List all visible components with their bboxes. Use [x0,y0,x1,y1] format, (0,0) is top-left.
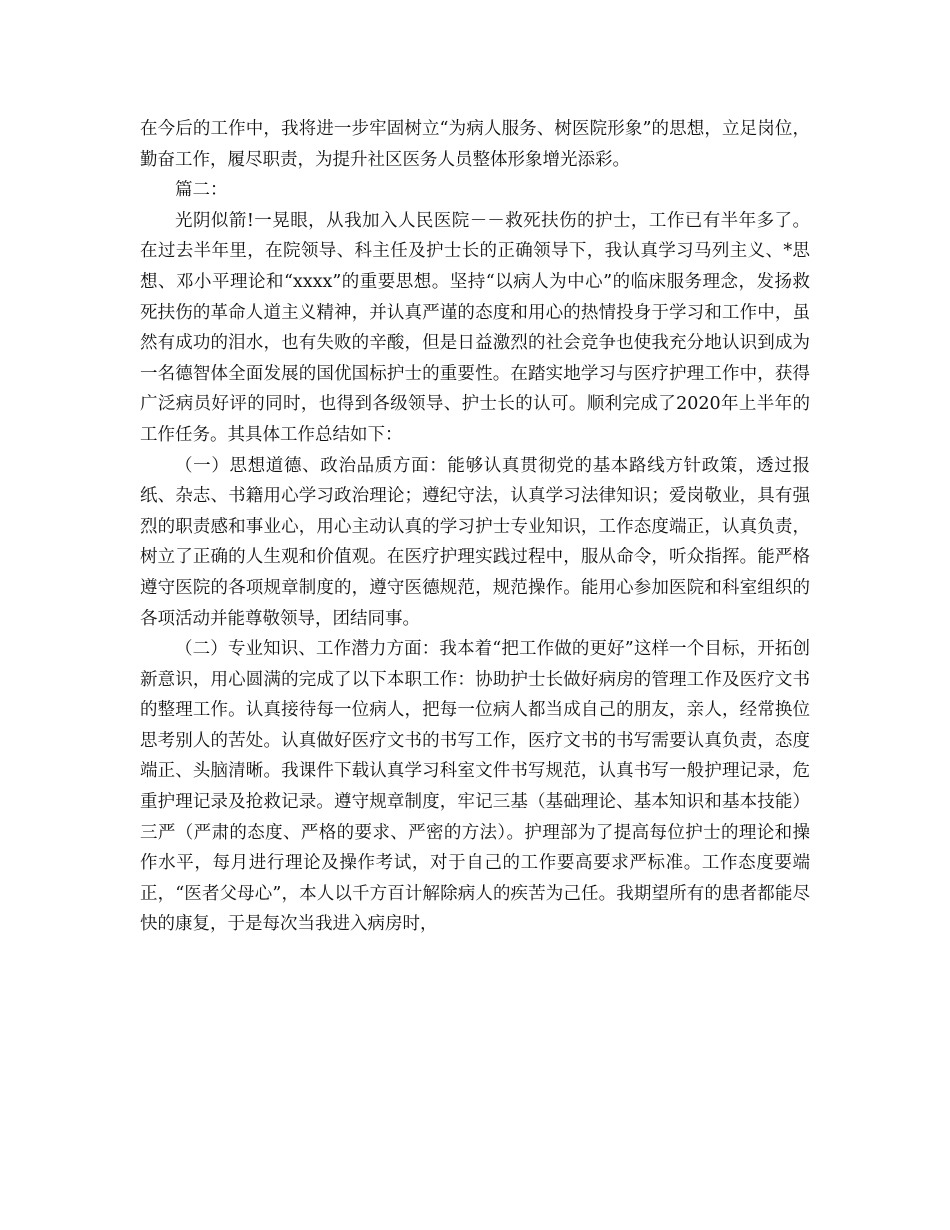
section-heading-part-two: 篇二： [175,180,228,201]
document-body [140,114,810,940]
paragraph-closing-previous: 在今后的工作中，我将进一步牢固树立“为病人服务、树医院形象”的思想，立足岗位，勤奋工作，履尽职责，为提升社区医务人员整体形象增光添彩。 [140,119,810,170]
paragraph-introduction: 光阴似箭!一晃眼，从我加入人民医院－－救死扶伤的护士，工作已有半年多了。在过去半年里，在院领导、科主任及护士长的正确领导下，我认真学习马列主义、*思想、邓小平理论和“xxxx”的重要思想。坚持“以病人为中心”的临床服务理念，发扬救死扶伤的革命人道主义精神，并认真严谨的态度和用心的热情投身于学习和工作中，虽然有成功的泪水，也有失败的辛酸，但是日益激烈的社会竞争也使我充分地认识到成为一名德智体全面发展的国优国标护士的重要性。在踏实地学习与医疗护理工作中，获得广泛病员好评的同时，也得到各级领导、护士长的认可。顺利完成了2020年上半年的工作任务。其具体工作总结如下： [140,210,810,445]
paragraph-section-two: （二）专业知识、工作潜力方面：我本着“把工作做的更好”这样一个目标，开拓创新意识，用心圆满的完成了以下本职工作：协助护士长做好病房的管理工作及医疗文书的整理工作。认真接待每一位病人，把每一位病人都当成自己的朋友，亲人，经常换位思考别人的苦处。认真做好医疗文书的书写工作，医疗文书的书写需要认真负责，态度端正、头脑清晰。我课件下载认真学习科室文件书写规范，认真书写一般护理记录，危重护理记录及抢救记录。遵守规章制度，牢记三基（基础理论、基本知识和基本技能）三严（严肃的态度、严格的要求、严密的方法）。护理部为了提高每位护士的理论和操作水平，每月进行理论及操作考试，对于自己的工作要高要求严标准。工作态度要端正，“医者父母心”，本人以千方百计解除病人的疾苦为己任。我期望所有的患者都能尽快的康复，于是每次当我进入病房时， [140,639,810,935]
paragraph-section-one: （一）思想道德、政治品质方面：能够认真贯彻党的基本路线方针政策，透过报纸、杂志、书籍用心学习政治理论；遵纪守法，认真学习法律知识；爱岗敬业，具有强烈的职责感和事业心，用心主动认真的学习护士专业知识，工作态度端正，认真负责，树立了正确的人生观和价值观。在医疗护理实践过程中，服从命令，听众指挥。能严格遵守医院的各项规章制度的，遵守医德规范，规范操作。能用心参加医院和科室组织的各项活动并能尊敬领导，团结同事。 [140,455,810,629]
